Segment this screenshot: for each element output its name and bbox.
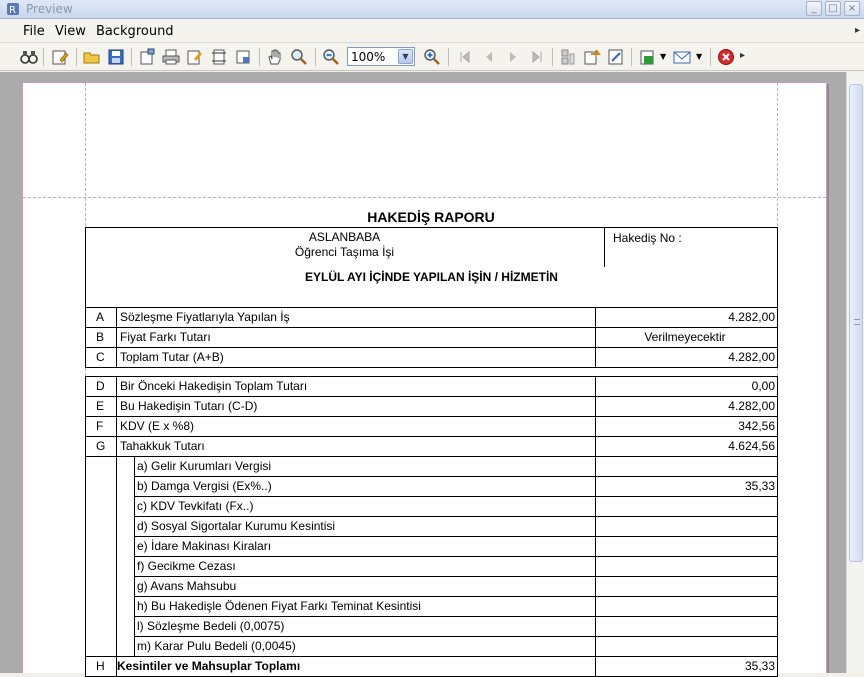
menu-background[interactable]: Background (96, 24, 174, 39)
deduction-label: f) Gecikme Cezası (137, 559, 236, 573)
job-name: Öğrenci Taşıma İşi (294, 245, 395, 259)
deduction-label: m) Karar Pulu Bedeli (0,0045) (137, 639, 296, 653)
zoom-value: 100% (351, 50, 386, 64)
row-code: B (96, 330, 105, 344)
company-name: ASLANBABA (308, 230, 381, 244)
row-label: Kesintiler ve Mahsuplar Toplamı (117, 659, 301, 673)
deduction-label: e) İdare Makinası Kiraları (137, 539, 272, 553)
row-label: Bu Hakedişin Tutarı (C-D) (120, 399, 258, 413)
row-code: E (96, 399, 105, 413)
menu-view[interactable]: View (55, 24, 86, 39)
row-label: Tahakkuk Tutarı (120, 439, 205, 453)
minimize-button[interactable]: _ (806, 1, 822, 16)
row-label: Sözleşme Fiyatlarıyla Yapılan İş (120, 310, 290, 324)
row-code: H (96, 659, 105, 673)
email-dropdown-chevron-down-icon[interactable]: ▼ (696, 52, 703, 61)
deduction-label: a) Gelir Kurumları Vergisi (137, 459, 272, 473)
deduction-label: l) Sözleşme Bedeli (0,0075) (137, 619, 285, 633)
window-title: Preview (26, 2, 73, 16)
row-label: KDV (E x %8) (120, 419, 195, 433)
row-code: D (96, 379, 105, 393)
row-value: Verilmeyecektir (644, 330, 726, 344)
save-dropdown-chevron-down-icon[interactable]: ▼ (660, 52, 667, 61)
hakedis-no-label: Hakediş No : (613, 231, 682, 245)
row-value: 4.624,56 (728, 439, 775, 453)
deduction-label: g) Avans Mahsubu (137, 579, 237, 593)
vertical-scrollbar[interactable] (846, 72, 864, 673)
deduction-label: h) Bu Hakedişle Ödenen Fiyat Farkı Teminat Kesintisi (137, 599, 421, 613)
deduction-value: 35,33 (744, 479, 775, 493)
row-value: 4.282,00 (728, 350, 775, 364)
scrollbar-thumb[interactable] (849, 84, 863, 562)
menu-file[interactable]: File (23, 24, 45, 39)
row-label: Toplam Tutar (A+B) (120, 350, 224, 364)
deduction-label: b) Damga Vergisi (Ex%..) (137, 479, 272, 493)
chevron-down-icon[interactable]: ▼ (398, 49, 413, 64)
menu-chevron-right-icon[interactable]: ▸ (854, 25, 860, 36)
toolbar-overflow-chevron-right-icon[interactable]: ▸ (740, 50, 746, 61)
maximize-button[interactable]: □ (825, 1, 841, 16)
deduction-label: c) KDV Tevkifatı (Fx..) (137, 499, 254, 513)
row-value: 4.282,00 (728, 399, 775, 413)
row-code: C (96, 350, 105, 364)
row-label: Fiyat Farkı Tutarı (120, 330, 211, 344)
scrollbar-grip-icon (854, 319, 860, 325)
row-value: 342,56 (738, 419, 775, 433)
report-subtitle: EYLÜL AYI İÇİNDE YAPILAN İŞİN / HİZMETİN (305, 270, 558, 284)
row-label: Bir Önceki Hakedişin Toplam Tutarı (120, 379, 308, 393)
row-value: 0,00 (751, 379, 775, 393)
row-value: 4.282,00 (728, 310, 775, 324)
row-value: 35,33 (744, 659, 775, 673)
close-button[interactable]: × (844, 1, 860, 16)
deduction-label: d) Sosyal Sigortalar Kurumu Kesintisi (137, 519, 336, 533)
row-code: G (96, 439, 106, 453)
row-code: F (96, 419, 104, 433)
report-title: HAKEDİŞ RAPORU (367, 209, 495, 225)
svg-text:R: R (9, 5, 16, 16)
row-code: A (96, 310, 105, 324)
